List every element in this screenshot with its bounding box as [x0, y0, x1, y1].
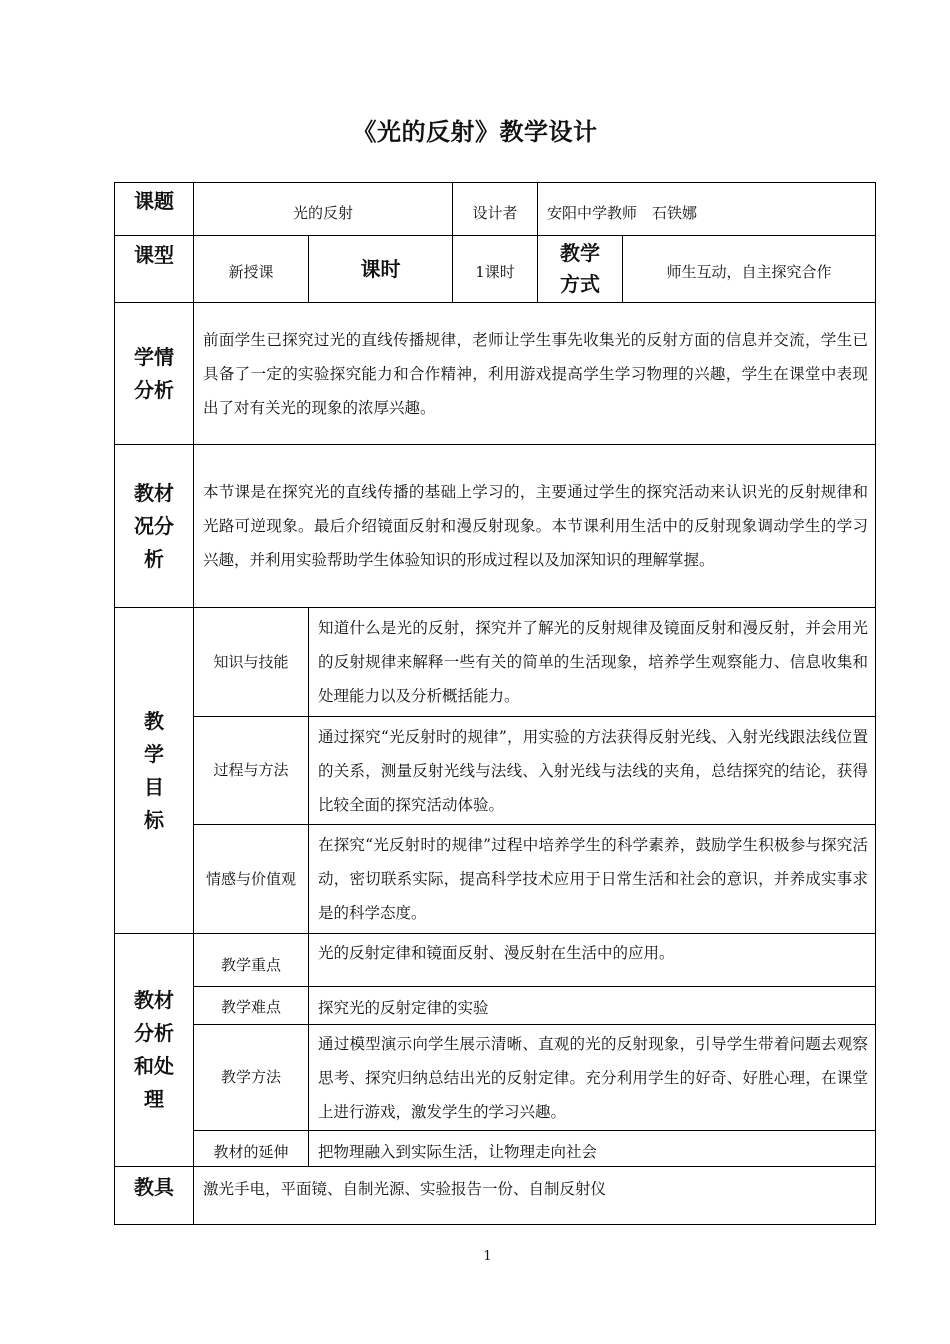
objective-knowledge-text: 知道什么是光的反射，探究并了解光的反射规律及镜面反射和漫反射，并会用光的反射规律来解释一些有关的简单的生活现象，培养学生观察能力、信息收集和处理能力以及分析概括能力。: [318, 619, 868, 705]
material-situation-label: 教材况分析: [134, 480, 174, 571]
table-border: [114, 1224, 876, 1225]
processing-difficult-label: 教学难点: [220, 998, 281, 1016]
table-border: [114, 933, 876, 934]
objectives-label: 教学目标: [144, 708, 164, 832]
processing-difficult-text: 探究光的反射定律的实验: [318, 998, 489, 1017]
processing-extension-label: 教材的延伸: [213, 1143, 289, 1161]
processing-key-label: 教学重点: [220, 955, 281, 974]
material-situation-text: 本节课是在探究光的直线传播的基础上学习的，主要通过学生的探究活动来认识光的反射规律和光路可逆现象。最后介绍镜面反射和漫反射现象。本节课利用生活中的反射现象调动学生的学习兴趣，并利用实验帮助学生体验知识的形成过程以及加深知识的理解掌握。: [203, 483, 868, 569]
processing-method-label: 教学方法: [220, 1068, 281, 1086]
tools-text: 激光手电，平面镜、自制光源、实验报告一份、自制反射仪: [203, 1180, 607, 1198]
processing-method-text: 通过模型演示向学生展示清晰、直观的光的反射现象，引导学生带着问题去观察思考、探究归纳总结出光的反射定律。充分利用学生的好奇、好胜心理，在课堂上进行游戏，激发学生的学习兴趣。: [318, 1034, 868, 1121]
objective-process-text: 通过探究“光反射时的规律”，用实验的方法获得反射光线、入射光线跟法线位置的关系，测量反射光线与法线、入射光线与法线的夹角，总结探究的结论，获得比较全面的探究活动体验。: [318, 727, 868, 814]
processing-key-text: 光的反射定律和镜面反射、漫反射在生活中的应用。: [318, 944, 675, 962]
method-value: 师生互动，自主探究合作: [666, 262, 832, 281]
student-analysis-label: 学情分析: [134, 344, 174, 402]
objective-emotion-text: 在探究“光反射时的规律”过程中培养学生的科学素养，鼓励学生积极参与探究活动，密切联系实际，提高科学技术应用于日常生活和社会的意识，并养成实事求是的科学态度。: [318, 836, 868, 922]
designer-label: 设计者: [472, 203, 518, 222]
processing-label: 教材分析和处理: [134, 988, 174, 1111]
hours-label: 课时: [360, 256, 401, 281]
objective-knowledge-label: 知识与技能: [213, 652, 289, 671]
hours-value: 1课时: [475, 262, 515, 281]
page-number: 1: [483, 1249, 492, 1264]
topic-label: 课题: [134, 189, 174, 213]
objective-process-label: 过程与方法: [213, 761, 289, 779]
method-label: 教学方式: [560, 241, 600, 296]
processing-extension-text: 把物理融入到实际生活，让物理走向社会: [318, 1142, 598, 1161]
table-border: [875, 182, 876, 1225]
table-border: [114, 182, 876, 183]
type-label: 课型: [134, 243, 174, 267]
type-value: 新授课: [228, 262, 274, 281]
tools-label: 教具: [134, 1175, 174, 1199]
document-title: 《光的反射》教学设计: [352, 118, 598, 146]
topic-value: 光的反射: [292, 203, 353, 222]
objective-emotion-label: 情感与价值观: [206, 869, 297, 888]
student-analysis-text: 前面学生已探究过光的直线传播规律，老师让学生事先收集光的反射方面的信息并交流，学生已具备了一定的实验探究能力和合作精神，利用游戏提高学生学习物理的兴趣，学生在课堂中表现出了对有关光的现象的浓厚兴趣。: [203, 330, 868, 417]
designer-value: 安阳中学教师 石铁娜: [547, 203, 698, 222]
